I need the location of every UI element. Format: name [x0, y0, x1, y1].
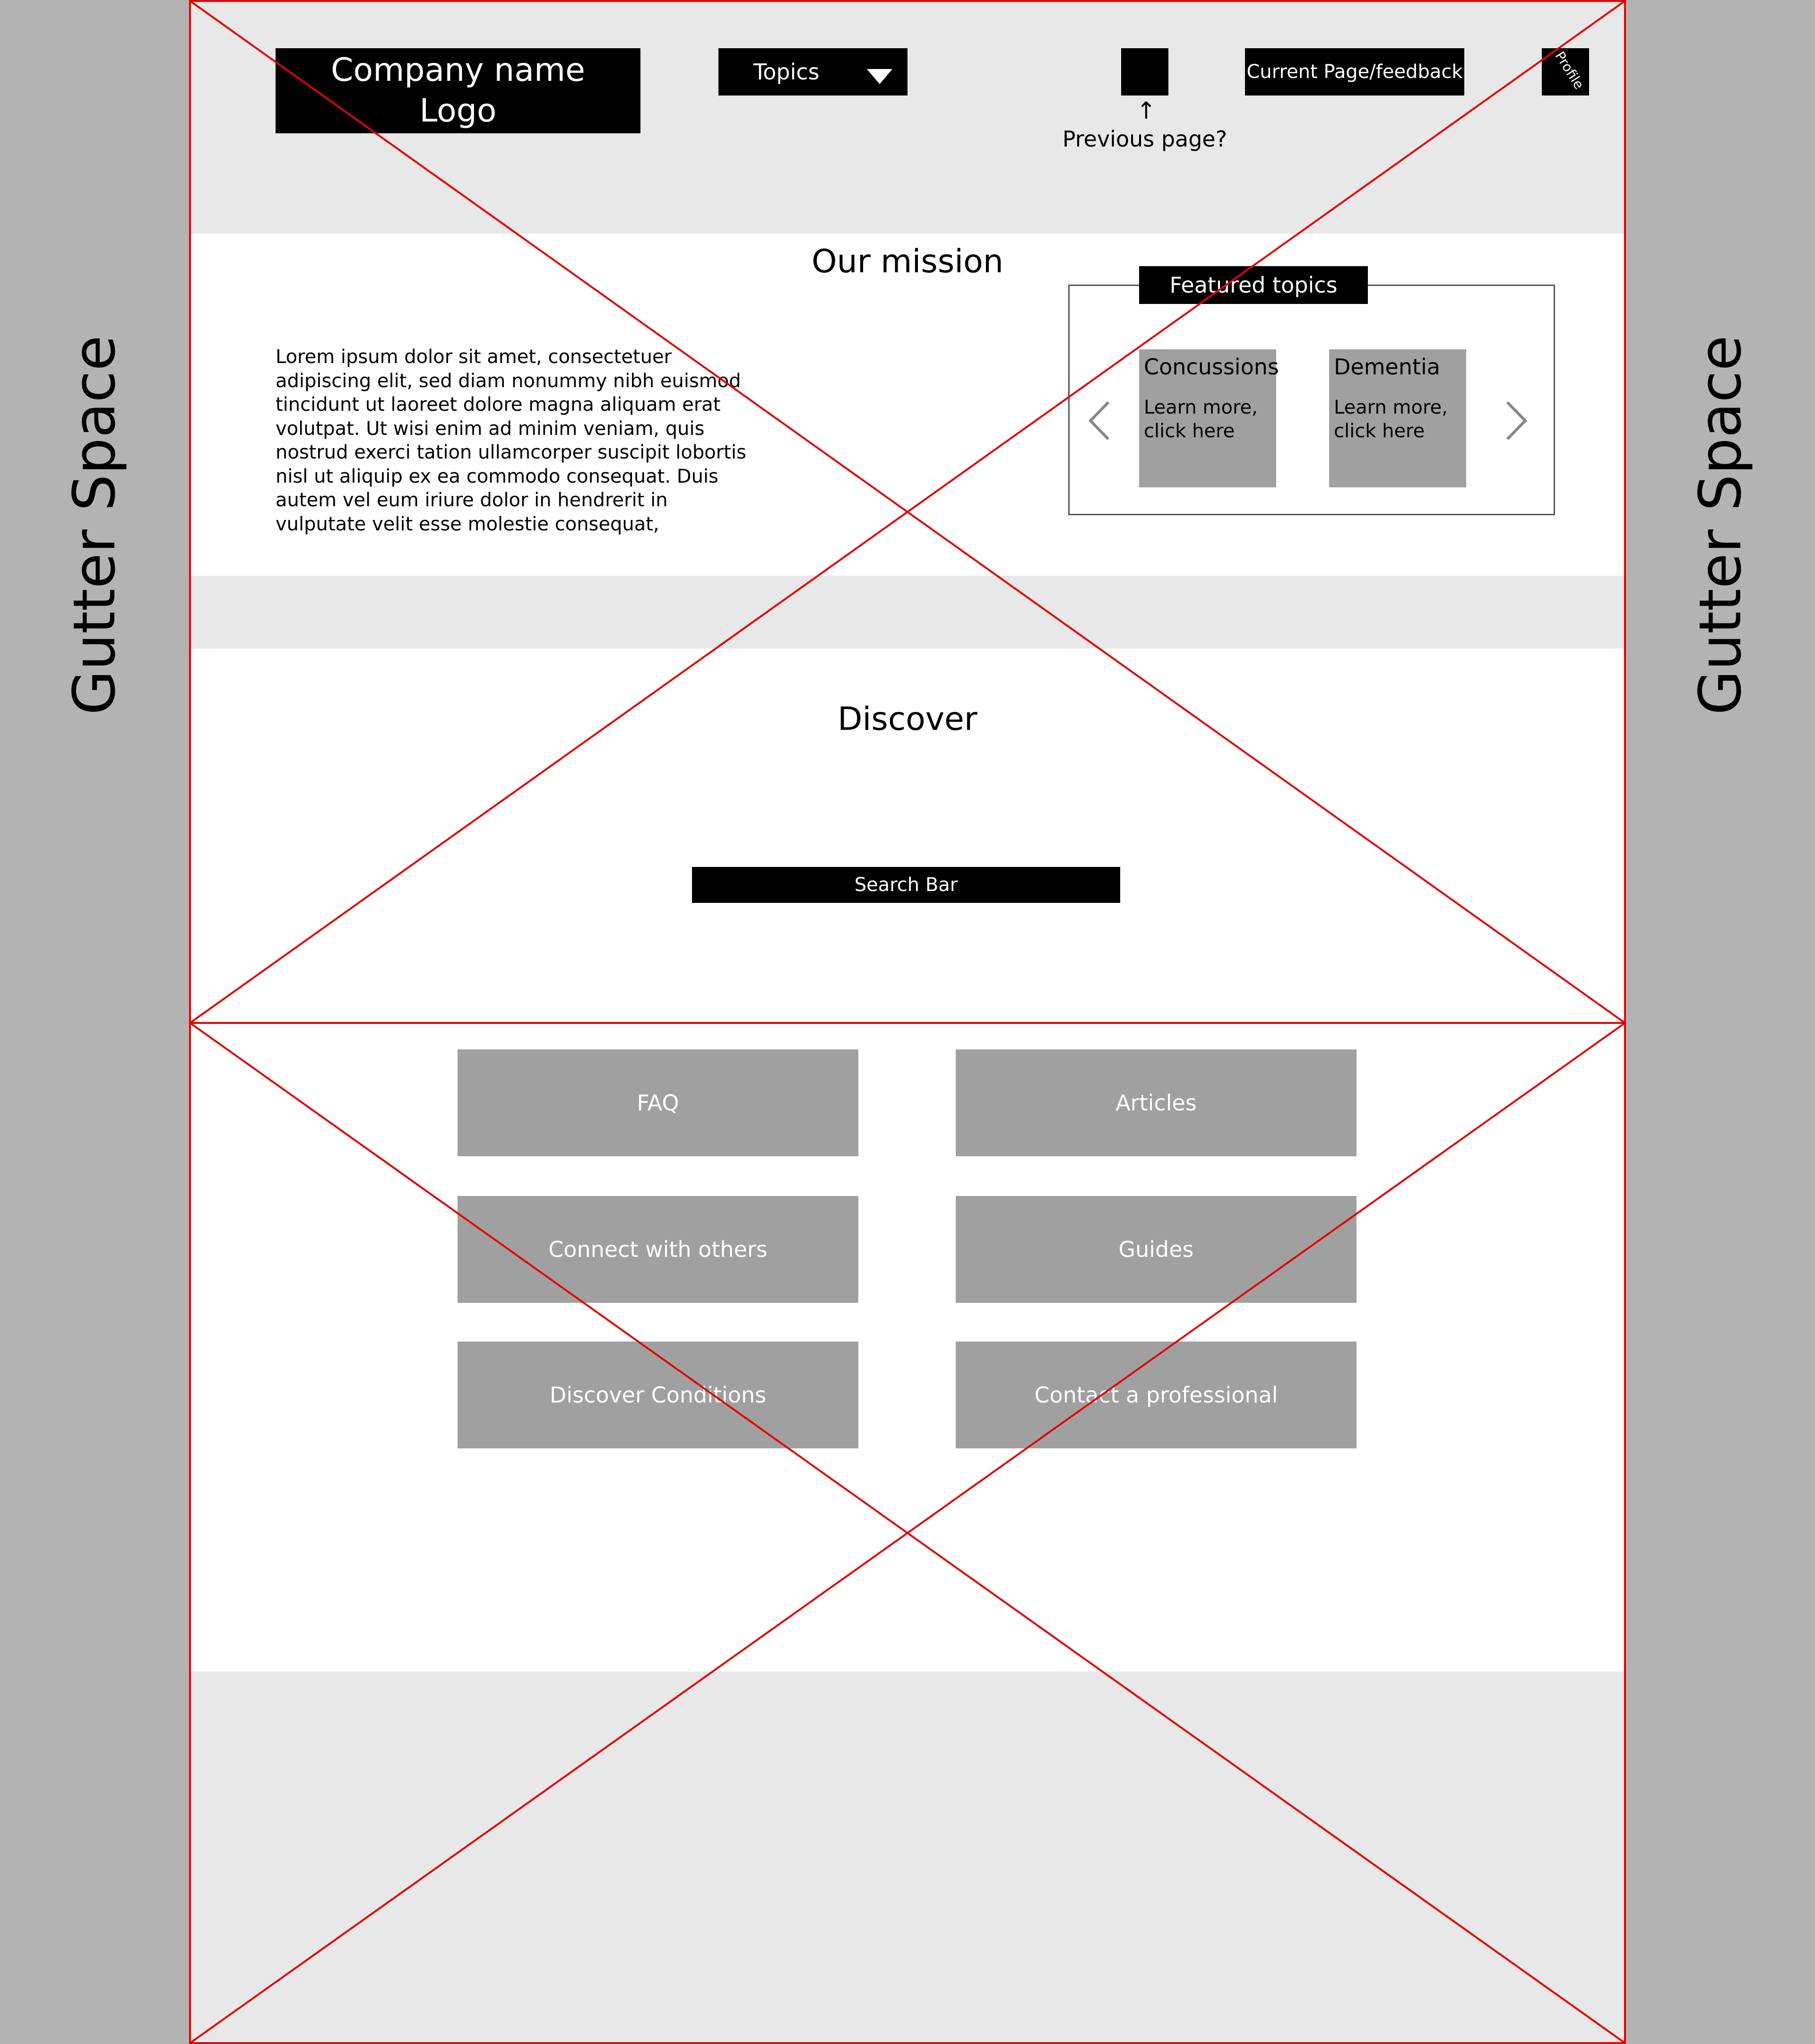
left-gutter-label: Gutter Space: [61, 335, 128, 715]
featured-card-dementia[interactable]: [1329, 349, 1466, 487]
chevron-right-icon[interactable]: [1502, 399, 1530, 442]
header: [189, 0, 1626, 234]
company-logo[interactable]: [276, 48, 640, 133]
mission-section: [189, 234, 1626, 576]
page-content: [189, 0, 1626, 2044]
footer: [189, 1672, 1626, 2044]
discover-section: [189, 649, 1626, 1672]
articles-button[interactable]: Articles: [956, 1049, 1357, 1156]
logo-label: Logo: [419, 92, 497, 130]
featured-topics-title: Featured topics: [1139, 266, 1368, 304]
chevron-left-icon[interactable]: [1086, 399, 1114, 442]
mission-title: Our mission: [812, 243, 1003, 280]
spacer-band: [189, 576, 1626, 649]
featured-topics-panel: [1068, 272, 1555, 515]
featured-card-cta: Learn more, click here: [1334, 397, 1448, 442]
search-bar[interactable]: Search Bar: [692, 867, 1120, 903]
featured-card-concussions[interactable]: [1139, 349, 1279, 487]
guides-button[interactable]: Guides: [956, 1196, 1357, 1303]
mission-body: Lorem ipsum dolor sit amet, consectetuer adipiscing elit, sed diam nonummy nibh euismod tincidunt ut laoreet dolore magna aliquam erat volutpat. Ut wisi enim ad minim veniam, quis nostrud exerci tation ullamcorper suscipit lobortis nisl ut aliquip ex ea commodo consequat. Duis autem vel eum iriure dolor in hendrerit in vulputate velit esse molestie consequat,: [276, 346, 746, 535]
topics-dropdown[interactable]: [718, 48, 908, 95]
contact-professional-button[interactable]: Contact a professional: [956, 1342, 1357, 1448]
discover-conditions-button[interactable]: Discover Conditions: [458, 1342, 858, 1448]
company-name: Company name: [331, 52, 585, 89]
featured-card-title: Dementia: [1334, 354, 1440, 380]
connect-with-others-button[interactable]: Connect with others: [458, 1196, 858, 1303]
profile-label: Profile: [1552, 49, 1587, 92]
profile-button[interactable]: [1542, 48, 1589, 95]
right-gutter-label: Gutter Space: [1687, 335, 1754, 715]
faq-button[interactable]: FAQ: [458, 1049, 858, 1156]
current-page-feedback-button[interactable]: Current Page/feedback: [1245, 48, 1464, 95]
previous-page-label: Previous page?: [1062, 126, 1227, 152]
chevron-down-icon: [867, 69, 892, 84]
previous-page-button[interactable]: [1121, 48, 1168, 95]
topics-label: Topics: [753, 59, 820, 85]
right-gutter: [1626, 0, 1815, 2044]
featured-card-cta: Learn more, click here: [1144, 397, 1258, 442]
featured-card-title: Concussions: [1144, 354, 1279, 380]
discover-title: Discover: [838, 701, 977, 738]
left-gutter: [0, 0, 189, 2044]
up-arrow-icon: ↑: [1136, 97, 1156, 124]
